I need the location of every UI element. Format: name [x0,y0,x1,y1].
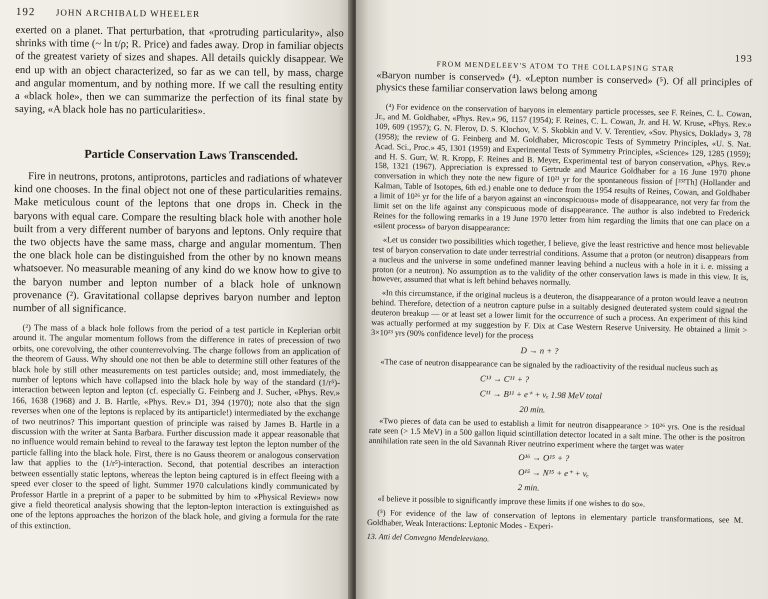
footnote-leptons: (⁵) For evidence of the law of conservation of leptons in elementary particle transformations, see M. Goldhaber, Weak Interactions: Leptonic Modes - Experi- [366,508,744,532]
left-intro-paragraph: exerted on a planet. That perturbation, that «protruding particularity», also shrinks with time (~ ln t/ρ; R. Price) and fades away. Drop in familiar objects of the greatest variety of sizes and shapes. All details quickly disappear. We end up with an object characterized, so far as we can tell, by mass, charge and angular momentum, and by nothing more. If we call the resulting entity a «black hole», then we can summarize the perfection of its final state by saying, «A black hole has no particularities». [14,24,344,118]
right-page [356,0,768,599]
right-footnotes [367,102,752,549]
formula-carbon-3: 20 min. [519,403,546,415]
formula-oxygen-3: 2 min. [517,482,540,493]
left-running-title: JOHN ARCHIBALD WHEELER [55,7,201,19]
reines-quote-4: «Two pieces of data can be used to establish a limit for neutron disappearance > 10²⁶ yrs. One is the residual rate seen (> 1.5 MeV) in a 500 gallon liquid scintillation detector located in a salt mine. The other is the positron annihilation rate seen in the old Savannah River neutrino experiment where the target was water [368,415,746,452]
reines-quote-2: «In this circumstance, if the original nucleus is a deuteron, the disappearance of a proton would leave a neutron behind. Therefore, detection of a neutron capture pulse in a suitably designed deuterated system could signal the deuteron breakup — or at least set a lower limit for the occurrence of such a process. An experiment of this kind was actually performed at my suggestion by F. Dix at Case Western Reserve University. He obtained a limit > 3×10²³ yrs (90% confidence level) for the process [370,288,748,341]
formula-oxygen-2: O¹⁵ → N¹⁵ + e⁺ + νₑ [518,467,589,479]
formula-carbon-1: C¹³ → C¹¹ + ? [480,372,530,384]
right-running-title: FROM MENDELEEV'S ATOM TO THE COLLAPSING STAR [436,59,675,74]
reines-quote-5: «I believe it possible to significantly improve these limits if one wishes to do so». [377,494,646,510]
formula-oxygen-1: O¹⁶ → O¹⁵ + ? [518,452,570,464]
right-footer-line: 13. Atti del Convegno Mendeleeviano. [366,532,490,544]
formula-carbon-2: C¹¹ → B¹¹ + e⁺ + νₑ 1.98 MeV total [479,387,602,401]
left-page [0,0,352,599]
right-running-head [377,46,753,74]
left-footnote: (²) The mass of a black hole follows from the period of a test particle in Keplerian orbit around it. The angular momentum follows from the difference in rates of precession of two orbits, one corevolving, the other counterrevolving. The charge follows from an application of the theorem of Gauss. Why should one not then be able to determine still other features of the black hole by still other measurements on test particles outside; and, most immediately, the number of leptons which have collapsed into the black hole by way of the standard (1/r⁵)-interaction between lepton and lepton (cf. especially G. Feinberg and J. Sucher, «Phys. Rev.» 166, 1638 (1968) and J. B. Hartle, «Phys. Rev.» D1, 394 (1970); note also that the sign reverses when one of the leptons is replaced by its antiparticle!) intermediated by the exchange of two neutrinos? This important question of principle was raised by James B. Hartle in a discussion with the writer at Santa Barbara. Further discussion made it appear reasonable that no influence would remain behind to reveal to the faraway test lepton the lepton number of the particle falling into the black hole. First, there is no Gauss theorem or analogous conservation law that applies to the (1/r⁵)-interaction. Second, that potential describes an interaction between essentially static leptons, whereas the lepton being captured is in effect fleeing with a speed ever closer to the speed of light. Summer 1970 calculations kindly communicated by Professor Hartle in a preprint of a paper to be submitted by him to «Physical Review» now give a field theoretical analysis showing that the lepton-lepton interaction is extinguished as one of the leptons approaches the horizon of the black hole, and giving a formula for the rate of this extinction. [10,322,341,531]
reines-quote-1: «Let us consider two possibilities which together, I believe, give the least restrictive and hence most believable test of baryon conservation to date under terrestrial conditions. Assume that a proton (or neutron) disappears from a nucleus and the universe in some undefined manner leaving behind a nucleus with a hole in it i. e. missing a proton (or a neutron). No assumption as to the validity of the other conservation laws is made in this view. It is, however, assumed that what is left behind behaves normally. [372,234,750,288]
left-page-number: 192 [15,5,36,19]
section-body [13,170,343,319]
left-running-head [16,6,344,21]
formula-deuteron: D → n + ? [520,344,559,356]
reines-quote-3: «The case of neutron disappearance can be signaled by the radioactivity of the residual nucleus such as [380,356,718,374]
right-intro-paragraph: «Baryon number is conserved» (⁴). «Lepton number is conserved» (⁵). Of all principles of physics these familiar conservation laws belong among [376,69,753,98]
right-page-number: 193 [734,53,753,65]
footnote-baryons: (⁴) For evidence on the conservation of baryons in elementary particle processes, see F. Reines, C. L. Cowan, Jr., and M. Goldhaber, «Phys. Rev.» 96, 1157 (1954); F. Reines, C. L. Cowan, Jr. and H. W. Kruse, «Phys. Rev.» 109, 609 (1957); G. N. Flerov, D. S. Klochov, V. S. Skobkin and V. V. Terentiev, «Sov. Physics, Doklady» 3, 78 (1958); the review of G. Feinberg and M. Goldhaber, Microscopic Tests of Symmetry Principles, «U. S. Nat. Acad. Sci., Proc.» 45, 1301 (1959) and Experimental Tests of Symmetry Principles, «Science» 129, 1285 (1959); and H. S. Gurr, W. R. Kropp, F. Reines and B. Meyer, Experimental test of baryon conservation, «Phys. Rev.» 158, 1321 (1967). Appreciation is expressed to Gertrude and Maurice Goldhaber for a 16 June 1970 phone conversation in which they note the new figure of 10²¹ yr for the spontaneous fission of [²³²Th] (Hollander and Kalman, Table of Isotopes, 6th ed.) enable one to deduce from the 1954 results of Reines, Cowan, and Goldhaber a limit of 10²⁶ yr for the life of a baryon against an «inconspicuous» mode of disappearance, not very far from the limit set on the life against any conspicuous mode of disappearance. The author is also indebted to Frederick Reines for the following remarks in a 19 June 1970 letter from him regarding the limits that one can place on a «silent process» of baryon disappearance: [373,102,752,233]
section-heading: Particle Conservation Laws Transcended. [84,146,299,163]
section-paragraph: Fire in neutrons, protons, antiprotons, particles and radiations of whatever kind one chooses. In the final object not one of these particularities remains. Make meticulous count of the leptons that one drops in. Check in the baryons with equal care. Compare the resulting black hole with another hole built from a very different number of baryons and leptons. Only require that the two objects have the same mass, charge and angular momentum. Then the one black hole can be distinguished from the other by no known means whatsoever. No measurable meaning of any kind do we know how to give to the baryon number and lepton number of a black hole of unknown provenance (²). Gravitational collapse deprives baryon number and lepton number of all significance. [12,171,343,316]
